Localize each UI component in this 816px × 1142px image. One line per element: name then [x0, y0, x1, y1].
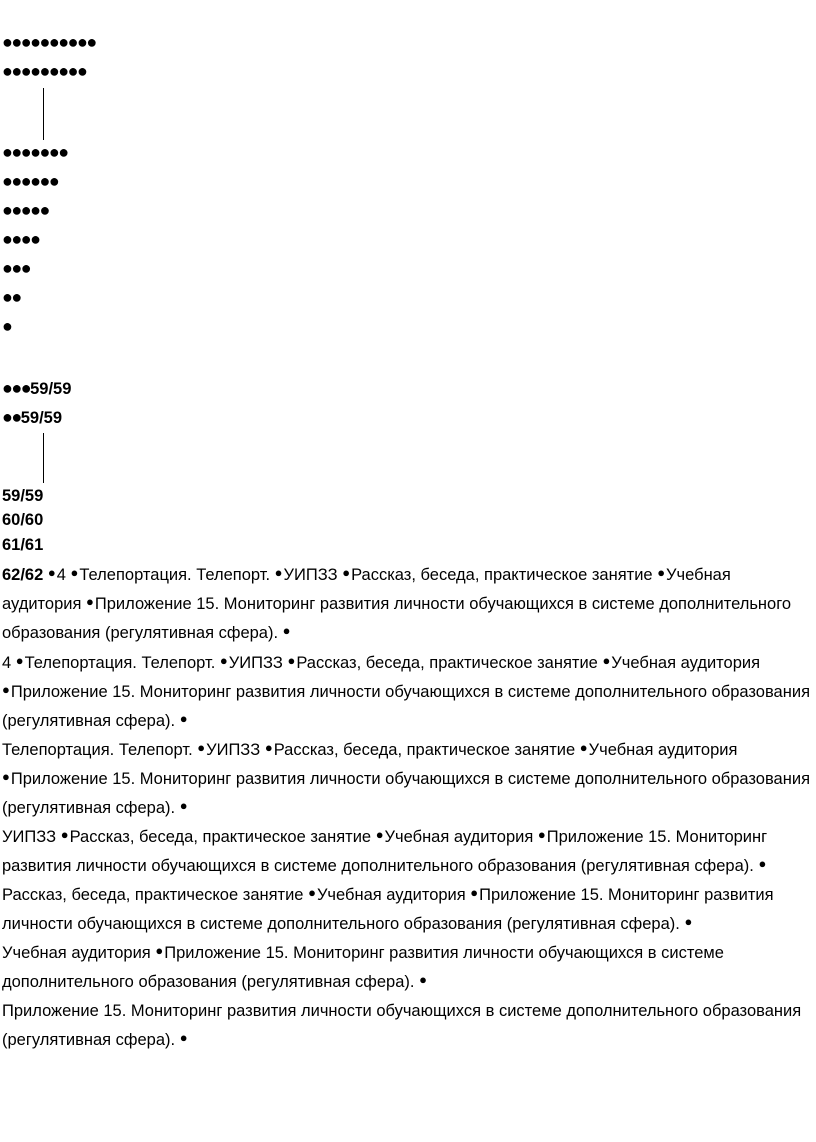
lesson-form: Рассказ, беседа, практическое занятие: [296, 654, 598, 672]
lesson-control: Приложение 15. Мониторинг развития личности обучающихся в системе дополнительного образования (регулятивная сфера).: [2, 770, 810, 817]
dot-row: ●●●●●●●●●: [2, 61, 87, 81]
lesson-control: Приложение 15. Мониторинг развития личности обучающихся в системе дополнительного образования (регулятивная сфера).: [2, 1002, 802, 1049]
bullet-icon: ●: [179, 798, 188, 813]
dot-group: ●●: [2, 407, 21, 427]
bullet-icon: ●: [758, 856, 767, 871]
lesson-entry: [2, 939, 814, 997]
lesson-type: УИПЗЗ: [283, 566, 338, 584]
lesson-hours: 4: [56, 566, 66, 584]
dot-row: ●●●●●●: [2, 171, 59, 191]
bullet-icon: ●: [15, 653, 24, 668]
bullet-icon: ●: [60, 827, 69, 842]
connector-line: [43, 433, 44, 483]
lesson-place: Учебная аудитория: [384, 828, 534, 846]
bullet-icon: ●: [684, 914, 693, 929]
dot-row: ●●: [2, 287, 21, 307]
lesson-place: Учебная аудитория: [611, 654, 761, 672]
lesson-topic: Телепортация. Телепорт.: [24, 654, 216, 672]
lesson-control: Приложение 15. Мониторинг развития личности обучающихся в системе дополнительного образования (регулятивная сфера).: [2, 944, 724, 991]
lesson-entry: [2, 997, 814, 1055]
page-counter-row: [2, 407, 62, 428]
lesson-control: Приложение 15. Мониторинг развития личности обучающихся в системе дополнительного образования (регулятивная сфера).: [2, 886, 774, 933]
bullet-icon: ●: [308, 885, 316, 900]
page-counter: 59/59: [2, 487, 44, 505]
lesson-topic: Телепортация. Телепорт.: [79, 566, 271, 584]
bullet-icon: ●: [2, 682, 10, 697]
bullet-icon: ●: [274, 565, 283, 580]
lesson-form: Рассказ, беседа, практическое занятие: [2, 886, 304, 904]
lesson-type: УИПЗЗ: [2, 828, 57, 846]
page-counter: 59/59: [20, 409, 63, 427]
lesson-type: УИПЗЗ: [206, 741, 261, 759]
lesson-topic: Телепортация. Телепорт.: [2, 741, 193, 759]
bullet-icon: ●: [602, 653, 611, 668]
lesson-control: Приложение 15. Мониторинг развития личности обучающихся в системе дополнительного образования (регулятивная сфера).: [2, 828, 768, 875]
lesson-form: Рассказ, беседа, практическое занятие: [351, 566, 653, 584]
dot-row: ●●●●: [2, 229, 40, 249]
page-counter-row: [2, 378, 71, 399]
bullet-icon: ●: [2, 769, 10, 784]
dot-group: ●●●: [2, 378, 31, 398]
lesson-entry: [2, 561, 814, 648]
lesson-place: Учебная аудитория: [588, 741, 738, 759]
bullet-icon: ●: [282, 623, 291, 638]
page-counter: 62/62: [2, 566, 44, 584]
connector-line: [43, 88, 44, 140]
dot-row: ●●●: [2, 258, 31, 278]
bullet-icon: ●: [219, 653, 228, 668]
lesson-form: Рассказ, беседа, практическое занятие: [273, 741, 576, 759]
lesson-form: Рассказ, беседа, практическое занятие: [69, 828, 372, 846]
lesson-control: Приложение 15. Мониторинг развития личности обучающихся в системе дополнительного образования (регулятивная сфера).: [2, 595, 792, 642]
page-counter: 60/60: [2, 511, 44, 529]
bullet-icon: ●: [179, 1030, 188, 1045]
bullet-icon: ●: [287, 653, 296, 668]
bullet-icon: ●: [419, 972, 427, 987]
lesson-place: Учебная аудитория: [2, 566, 731, 613]
bullet-icon: ●: [155, 943, 164, 958]
page-counter: 61/61: [2, 536, 44, 554]
lesson-entry: [2, 823, 814, 881]
bullet-icon: ●: [342, 565, 351, 580]
lesson-place: Учебная аудитория: [2, 944, 151, 962]
lesson-hours: 4: [2, 654, 12, 672]
bullet-icon: ●: [70, 565, 79, 580]
dot-row: ●: [2, 316, 12, 336]
lesson-entry: [2, 649, 814, 736]
bullet-icon: ●: [657, 565, 666, 580]
bullet-icon: ●: [579, 740, 588, 755]
bullet-icon: ●: [470, 885, 479, 900]
dot-row: ●●●●●●●●●●: [2, 32, 96, 52]
bullet-icon: ●: [179, 711, 188, 726]
lesson-entry: [2, 881, 814, 939]
lesson-place: Учебная аудитория: [316, 886, 466, 904]
bullet-icon: ●: [47, 565, 56, 580]
lesson-entry: [2, 736, 814, 823]
bullet-icon: ●: [537, 827, 546, 842]
bullet-icon: ●: [264, 740, 273, 755]
lesson-type: УИПЗЗ: [228, 654, 283, 672]
page-counter: 59/59: [30, 380, 72, 398]
bullet-icon: ●: [197, 740, 206, 755]
bullet-icon: ●: [375, 827, 384, 842]
dot-row: ●●●●●●●: [2, 142, 68, 162]
dot-row: ●●●●●: [2, 200, 49, 220]
bullet-icon: ●: [86, 594, 94, 609]
lesson-control: Приложение 15. Мониторинг развития личности обучающихся в системе дополнительного образования (регулятивная сфера).: [2, 683, 810, 730]
